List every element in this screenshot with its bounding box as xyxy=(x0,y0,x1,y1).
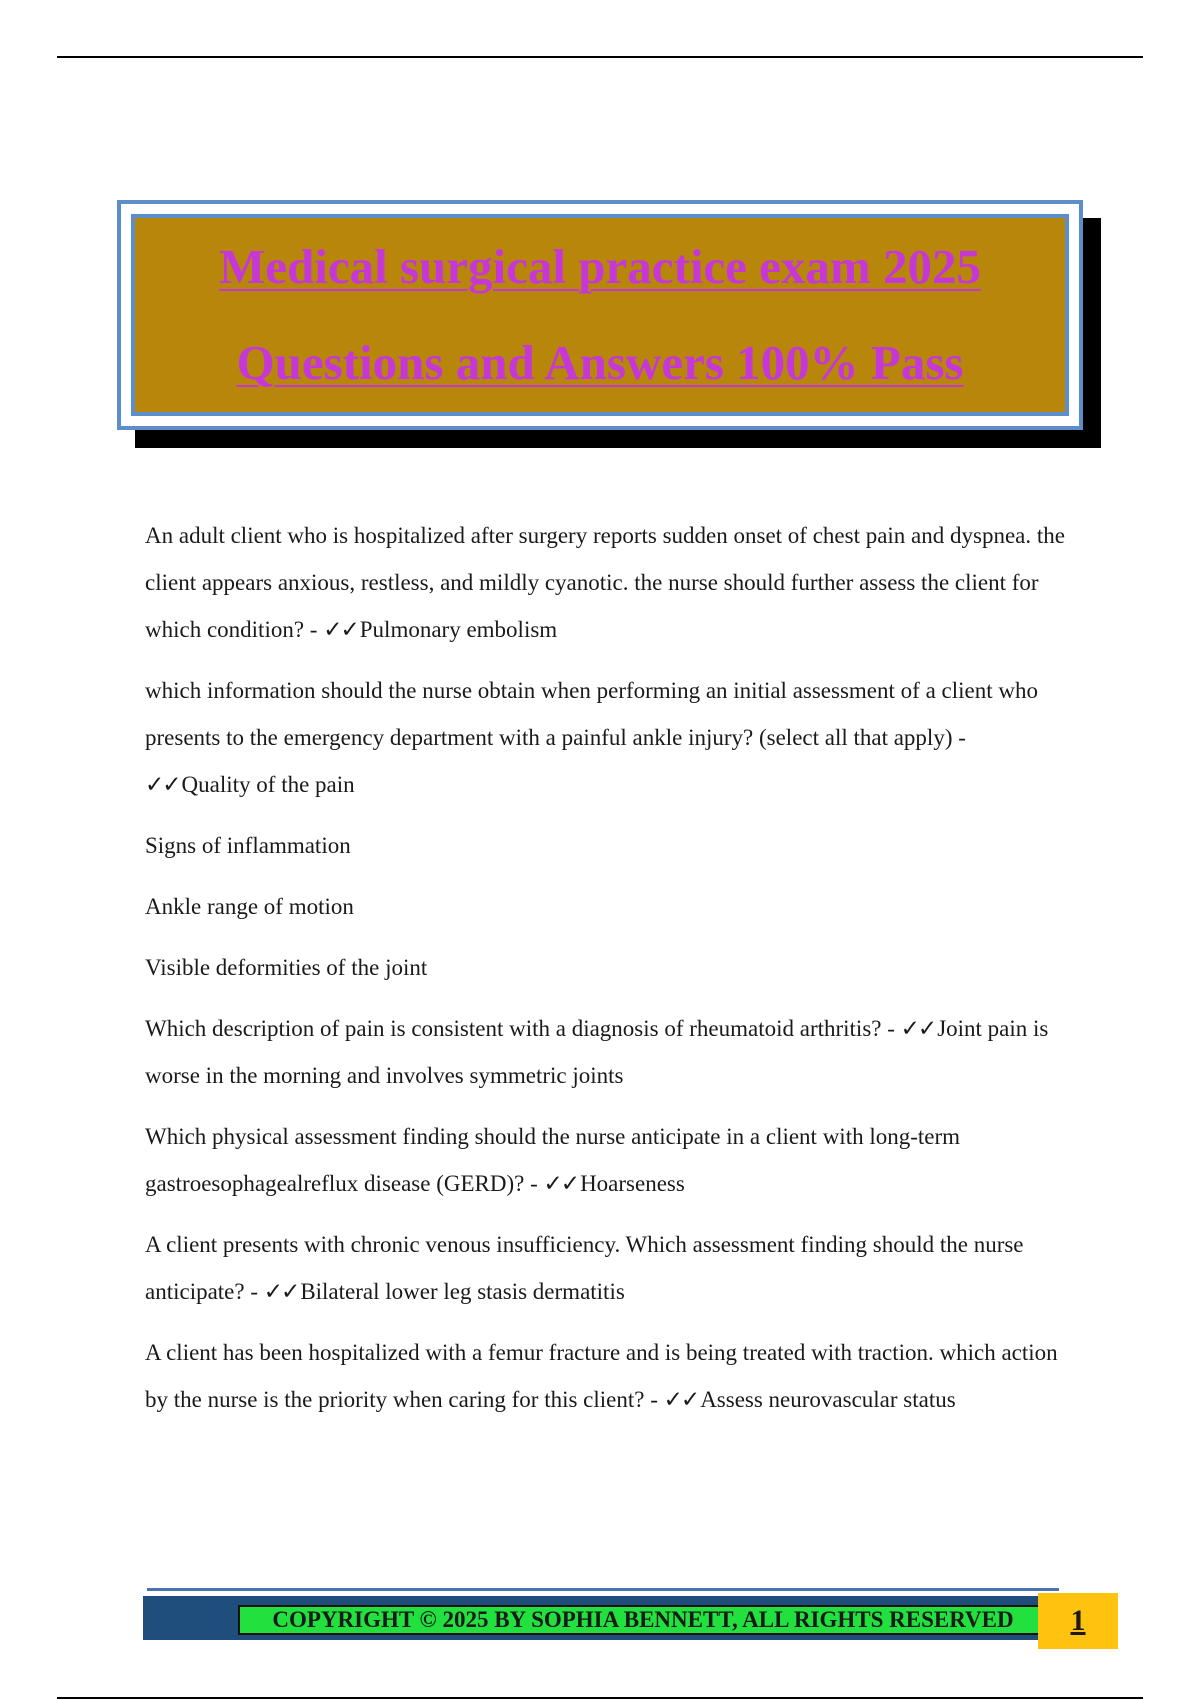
checkmark-icon: ✓✓ xyxy=(323,617,358,642)
qa-item xyxy=(145,667,1065,808)
qa-item xyxy=(145,1221,1065,1315)
checkmark-icon: ✓✓ xyxy=(263,1279,299,1304)
qa-item xyxy=(145,1113,1065,1207)
question-text: A client presents with chronic venous insufficiency. Which assessment finding should the nurse anticipate? - xyxy=(145,1232,1024,1304)
checkmark-icon: ✓✓ xyxy=(663,1387,699,1412)
question-text: which information should the nurse obtain when performing an initial assessment of a client who presents to the emergency department with a painful ankle injury? (select all that apply) - xyxy=(145,678,1038,750)
qa-item xyxy=(145,1329,1065,1423)
qa-item xyxy=(145,512,1065,653)
checkmark-icon: ✓✓ xyxy=(145,772,180,797)
title-line-2: Questions and Answers 100% Pass xyxy=(236,335,964,390)
qa-content xyxy=(145,512,1065,1437)
page-number-box xyxy=(1038,1593,1118,1649)
answer-text: Hoarseness xyxy=(580,1171,685,1196)
top-rule xyxy=(57,56,1143,58)
question-text: Which description of pain is consistent with a diagnosis of rheumatoid arthritis? - xyxy=(145,1016,895,1041)
title-box-inner xyxy=(131,214,1069,416)
answer-text: Assess neurovascular status xyxy=(700,1387,956,1412)
answer-text: Bilateral lower leg stasis dermatitis xyxy=(300,1279,625,1304)
answer-text: Joint pain is worse in the morning and involves symmetric joints xyxy=(145,1016,1049,1088)
answer-option: Signs of inflammation xyxy=(145,833,351,858)
copyright-text: COPYRIGHT © 2025 BY SOPHIA BENNETT, ALL RIGHTS RESERVED xyxy=(272,1607,1014,1632)
answer-text: Quality of the pain xyxy=(181,772,355,797)
copyright-banner xyxy=(238,1605,1048,1635)
page-number: 1 xyxy=(1070,1604,1086,1637)
answer-option: Visible deformities of the joint xyxy=(145,955,428,980)
answer-text: Pulmonary embolism xyxy=(359,617,558,642)
checkmark-icon: ✓✓ xyxy=(900,1016,936,1041)
question-text: Which physical assessment finding should the nurse anticipate in a client with long-term gastroesophagealreflux disease (GERD)? - xyxy=(145,1124,961,1196)
answer-option: Ankle range of motion xyxy=(145,894,354,919)
question-text: A client has been hospitalized with a femur fracture and is being treated with traction. which action by the nurse is the priority when caring for this client? - xyxy=(145,1340,1058,1412)
title-line-1: Medical surgical practice exam 2025 xyxy=(218,239,981,294)
title-box xyxy=(117,200,1083,430)
bottom-rule xyxy=(57,1697,1143,1699)
question-text: An adult client who is hospitalized after surgery reports sudden onset of chest pain and dyspnea. the client appears anxious, restless, and mildly cyanotic. the nurse should further assess the client for which condition? - xyxy=(145,523,1065,642)
checkmark-icon: ✓✓ xyxy=(543,1171,579,1196)
footer-rule xyxy=(147,1588,1059,1591)
qa-item xyxy=(145,1005,1065,1099)
